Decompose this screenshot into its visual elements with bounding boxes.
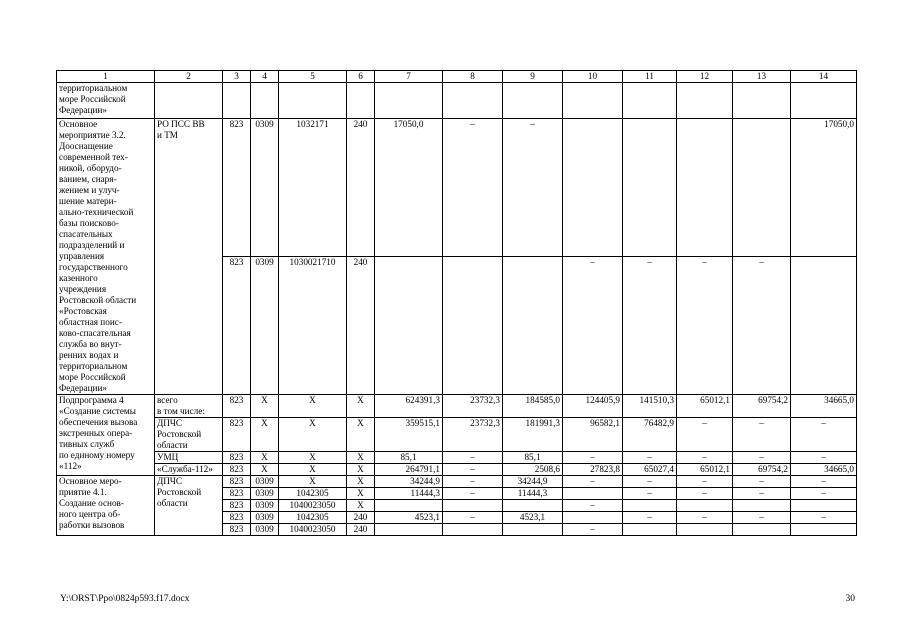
table-cell <box>791 524 857 536</box>
table-cell <box>563 488 623 500</box>
executor-cell: всего в том числе: <box>155 395 223 418</box>
table-cell: 27823,8 <box>563 464 623 476</box>
table-cell <box>503 524 563 536</box>
table-cell: Х <box>347 476 375 488</box>
table-cell: – <box>443 452 503 464</box>
executor-cell: ДПЧС Ростовской области <box>155 476 223 536</box>
table-cell: 4523,1 <box>375 512 443 524</box>
executor-cell: УМЦ <box>155 452 223 464</box>
executor-cell: РО ПСС ВВ и ТМ <box>155 119 223 395</box>
table-cell: – <box>623 488 677 500</box>
table-cell: – <box>443 476 503 488</box>
table-cell: 69754,2 <box>733 395 791 418</box>
table-cell: 11444,3 <box>503 488 563 500</box>
table-cell: 823 <box>223 512 251 524</box>
table-row <box>57 395 857 418</box>
table-cell: 1040023050 <box>279 500 347 512</box>
table-cell: 240 <box>347 119 375 257</box>
table-cell: – <box>623 476 677 488</box>
table-row <box>57 83 857 119</box>
table-cell: 823 <box>223 500 251 512</box>
table-cell <box>677 119 733 257</box>
table-cell: 1042305 <box>279 512 347 524</box>
page-number: 30 <box>845 594 855 604</box>
table-cell: – <box>791 418 857 452</box>
table-row <box>57 476 857 488</box>
table-cell <box>733 524 791 536</box>
table-cell: 34244,9 <box>375 476 443 488</box>
table-cell <box>791 257 857 395</box>
table-cell: Х <box>347 464 375 476</box>
subprogram-cell: Подпрограмма 4 «Создание системы обеспечения вызова экстренных опера- тивных служб по единому номеру «112» <box>57 395 155 476</box>
table-cell: – <box>623 512 677 524</box>
table-cell: – <box>443 119 503 257</box>
table-cell: 184585,0 <box>503 395 563 418</box>
table-row <box>57 418 857 452</box>
table-cell: 65012,1 <box>677 464 733 476</box>
table-cell <box>623 119 677 257</box>
table-cell: 624391,3 <box>375 395 443 418</box>
table-cell: – <box>677 418 733 452</box>
table-cell: 181991,3 <box>503 418 563 452</box>
table-cell: 0309 <box>251 488 279 500</box>
table-cell: – <box>791 512 857 524</box>
activity-cell: Основное мероприятие 3.2. Дооснащение современной тех- никой, оборудо- ванием, снаря- жением и улуч- шение матери- ально-технической базы поисково- спасательных подразделений и управления государственного казенного учреждения Ростовской области «Ростовская областная поис- ково-спасательная служба во внут- ренних водах и территориальном море Российской Федерации» <box>57 119 155 395</box>
table-cell: – <box>733 476 791 488</box>
table-cell <box>375 257 443 395</box>
table-cell: Х <box>251 464 279 476</box>
table-cell <box>623 500 677 512</box>
activity-cell: территориальном море Российской Федерации» <box>57 83 155 119</box>
table-cell <box>503 500 563 512</box>
header-row <box>57 71 857 83</box>
header-cell: 4 <box>251 71 279 83</box>
table-cell <box>563 512 623 524</box>
table-cell: 240 <box>347 257 375 395</box>
header-cell: 12 <box>677 71 733 83</box>
table-cell <box>733 500 791 512</box>
header-cell: 6 <box>347 71 375 83</box>
table-cell: 1032171 <box>279 119 347 257</box>
header-cell: 2 <box>155 71 223 83</box>
table-cell <box>623 524 677 536</box>
executor-cell: «Служба-112» <box>155 464 223 476</box>
table-cell: 0309 <box>251 119 279 257</box>
table-row <box>57 452 857 464</box>
table-cell: – <box>563 524 623 536</box>
table-cell: – <box>503 119 563 257</box>
table-cell: 823 <box>223 418 251 452</box>
table-cell <box>791 500 857 512</box>
table-cell: 359515,1 <box>375 418 443 452</box>
table-cell: – <box>733 257 791 395</box>
table-cell: – <box>443 488 503 500</box>
executor-cell: ДПЧС Ростовской области <box>155 418 223 452</box>
table-cell: 34665,0 <box>791 464 857 476</box>
table-cell: – <box>563 500 623 512</box>
header-cell: 8 <box>443 71 503 83</box>
table-cell: – <box>563 257 623 395</box>
table-cell: 85,1 <box>503 452 563 464</box>
header-cell: 11 <box>623 71 677 83</box>
table-cell: 17050,0 <box>375 119 443 257</box>
table-cell: 76482,9 <box>623 418 677 452</box>
table-cell: 65027,4 <box>623 464 677 476</box>
table-cell: Х <box>347 395 375 418</box>
table-cell: 0309 <box>251 257 279 395</box>
table-cell: Х <box>279 464 347 476</box>
table-cell: Х <box>279 395 347 418</box>
budget-table <box>56 70 857 536</box>
table-cell <box>733 119 791 257</box>
table-cell: 23732,3 <box>443 395 503 418</box>
header-cell: 5 <box>279 71 347 83</box>
table-cell: Х <box>251 418 279 452</box>
header-cell: 13 <box>733 71 791 83</box>
header-cell: 1 <box>57 71 155 83</box>
table-cell: 823 <box>223 488 251 500</box>
table-row <box>57 119 857 257</box>
header-cell: 10 <box>563 71 623 83</box>
table-cell: Х <box>251 395 279 418</box>
table-cell: 823 <box>223 119 251 257</box>
table-cell: – <box>677 476 733 488</box>
table-cell: 1040023050 <box>279 524 347 536</box>
table-cell: 69754,2 <box>733 464 791 476</box>
header-cell: 14 <box>791 71 857 83</box>
table-row <box>57 464 857 476</box>
table-cell: – <box>733 488 791 500</box>
table-cell: 823 <box>223 464 251 476</box>
table-cell: 823 <box>223 476 251 488</box>
table-cell: 823 <box>223 452 251 464</box>
table-cell: – <box>733 418 791 452</box>
table-cell: 124405,9 <box>563 395 623 418</box>
table-cell: – <box>677 257 733 395</box>
table-cell: – <box>443 512 503 524</box>
table-cell: – <box>791 452 857 464</box>
table-cell: 85,1 <box>375 452 443 464</box>
table-cell <box>677 500 733 512</box>
table-cell <box>503 257 563 395</box>
activity-cell: Основное меро- приятие 4.1. Создание основ- ного центра об- работки вызовов <box>57 476 155 536</box>
table-cell <box>443 524 503 536</box>
table-cell: – <box>677 452 733 464</box>
table-cell: 34665,0 <box>791 395 857 418</box>
table-cell: 2508,6 <box>503 464 563 476</box>
table-cell: 0309 <box>251 512 279 524</box>
table-cell <box>375 500 443 512</box>
table-cell: 823 <box>223 524 251 536</box>
table-cell: 823 <box>223 395 251 418</box>
table-cell <box>375 524 443 536</box>
header-cell: 9 <box>503 71 563 83</box>
table-cell: 17050,0 <box>791 119 857 257</box>
table-cell: 264791,1 <box>375 464 443 476</box>
table-cell <box>443 500 503 512</box>
table-cell: 1030021710 <box>279 257 347 395</box>
table-cell: – <box>623 257 677 395</box>
table-cell: – <box>563 452 623 464</box>
table-cell: – <box>791 488 857 500</box>
table-cell: Х <box>347 500 375 512</box>
table-cell: Х <box>279 476 347 488</box>
table-cell: 34244,9 <box>503 476 563 488</box>
table-cell: 141510,3 <box>623 395 677 418</box>
table-cell <box>443 257 503 395</box>
table-cell: – <box>677 512 733 524</box>
header-cell: 7 <box>375 71 443 83</box>
table-cell: 96582,1 <box>563 418 623 452</box>
table-cell: Х <box>347 488 375 500</box>
table-cell: 0309 <box>251 476 279 488</box>
table-cell: Х <box>251 452 279 464</box>
table-cell: – <box>677 488 733 500</box>
header-cell: 3 <box>223 71 251 83</box>
table-cell <box>563 119 623 257</box>
document-page <box>56 70 856 536</box>
table-cell: 23732,3 <box>443 418 503 452</box>
table-cell: 4523,1 <box>503 512 563 524</box>
table-cell: Х <box>279 452 347 464</box>
table-cell: Х <box>347 452 375 464</box>
table-cell <box>677 524 733 536</box>
table-cell: 11444,3 <box>375 488 443 500</box>
table-cell: 0309 <box>251 500 279 512</box>
table-cell: – <box>791 476 857 488</box>
table-cell: 240 <box>347 524 375 536</box>
table-cell: 65012,1 <box>677 395 733 418</box>
table-cell: 240 <box>347 512 375 524</box>
table-cell: Х <box>279 418 347 452</box>
table-cell: – <box>733 452 791 464</box>
table-cell: – <box>443 464 503 476</box>
table-cell: 823 <box>223 257 251 395</box>
file-path: Y:\ORST\Ppo\0824p593.f17.docx <box>60 594 190 604</box>
table-cell: 1042305 <box>279 488 347 500</box>
table-cell: – <box>563 476 623 488</box>
table-cell: 0309 <box>251 524 279 536</box>
table-cell: Х <box>347 418 375 452</box>
table-cell: – <box>733 512 791 524</box>
table-cell: – <box>623 452 677 464</box>
